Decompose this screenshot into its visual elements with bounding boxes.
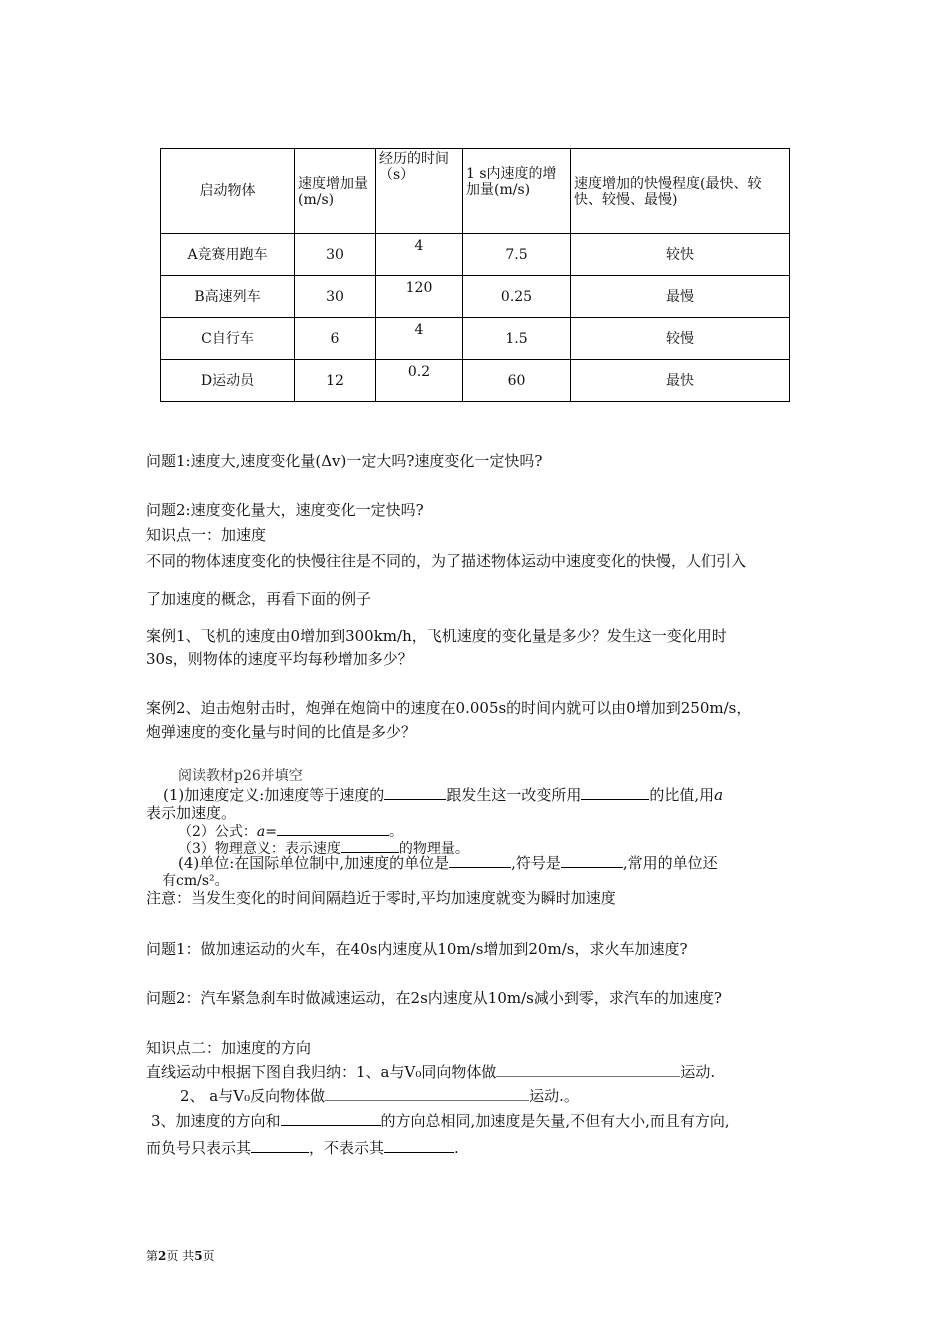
case-1-line-1: 案例1、飞机的速度由0增加到300km/h，飞机速度的变化量是多少？发生这一变化用时 (146, 627, 727, 645)
formula-line: （2）公式：a= 。 (178, 821, 403, 841)
intro-line-2: 了加速度的概念，再看下面的例子 (146, 590, 372, 608)
table-header-cell: 启动物体 (161, 149, 295, 234)
acceleration-symbol: a (714, 786, 724, 804)
direction-1-text-a: 直线运动中根据下图自我归纳：1、a与V₀同向物体做 (146, 1063, 497, 1081)
table-cell: 较快 (571, 234, 790, 276)
question-2: 问题2:速度变化量大，速度变化一定快吗? (146, 501, 424, 519)
blank-direction[interactable] (281, 1111, 381, 1126)
direction-4-text-a: 而负号只表示其 (146, 1139, 252, 1157)
table-cell: D运动员 (161, 360, 295, 402)
unit-text-a: (4)单位:在国际单位制中,加速度的单位是 (178, 854, 450, 872)
table-header-cell: 速度增加的快慢程度(最快、较快、较慢、最慢) (571, 149, 790, 234)
formula-label: （2）公式： (178, 824, 257, 840)
table-cell: 7.5 (463, 234, 571, 276)
problem-2: 问题2：汽车紧急刹车时做减速运动，在2s内速度从10m/s减小到零，求汽车的加速度? (146, 989, 722, 1007)
table-cell: 0.2 (376, 360, 463, 402)
blank-opposite-direction[interactable] (325, 1086, 529, 1101)
direction-4-text-b: ，不表示其 (309, 1139, 385, 1157)
formula-symbol: a= (256, 824, 277, 840)
table-header-cell: 经历的时间（s） (376, 149, 463, 234)
blank-velocity-change[interactable] (384, 785, 446, 800)
blank-meaning[interactable] (341, 838, 399, 853)
direction-line-2 (180, 1086, 579, 1106)
direction-line-1 (146, 1062, 715, 1082)
knowledge-point-2-heading: 知识点二：加速度的方向 (146, 1039, 312, 1057)
table-header-row (161, 149, 790, 234)
intro-line-1: 不同的物体速度变化的快慢往往是不同的，为了描述物体运动中速度变化的快慢，人们引入 (146, 552, 747, 570)
definition-text-a: (1)加速度定义:加速度等于速度的 (163, 786, 385, 804)
table-cell: 1.5 (463, 318, 571, 360)
table-header-cell: 速度增加量(m/s) (295, 149, 376, 234)
table-cell: 30 (295, 234, 376, 276)
table-cell: 最慢 (571, 276, 790, 318)
unit-line-2: 有cm/s²。 (162, 873, 229, 889)
direction-2-text-b: 运动.。 (529, 1087, 579, 1105)
blank-unit[interactable] (449, 853, 511, 868)
note-line: 注意：当发生变化的时间间隔趋近于零时,平均加速度就变为瞬时加速度 (146, 889, 616, 907)
table-cell: 0.25 (463, 276, 571, 318)
blank-magnitude[interactable] (384, 1138, 454, 1153)
direction-1-text-b: 运动. (680, 1063, 716, 1081)
blank-time[interactable] (581, 785, 649, 800)
blank-same-direction[interactable] (496, 1062, 680, 1077)
table-cell: 较慢 (571, 318, 790, 360)
problem-1: 问题1：做加速运动的火车，在40s内速度从10m/s增加到20m/s，求火车加速度? (146, 940, 688, 958)
acceleration-table (160, 148, 790, 402)
table-cell: 最快 (571, 360, 790, 402)
direction-line-4 (146, 1138, 459, 1158)
table-cell: B高速列车 (161, 276, 295, 318)
definition-text-c: 的比值,用 (649, 786, 715, 804)
footer-text: 第 (146, 1249, 159, 1263)
table-cell: 4 (376, 234, 463, 276)
direction-3-text-a: 3、加速度的方向和 (151, 1112, 281, 1130)
table-cell: 60 (463, 360, 571, 402)
question-1: 问题1:速度大,速度变化量(Δv)一定大吗?速度变化一定快吗? (146, 452, 543, 470)
table-cell: 30 (295, 276, 376, 318)
direction-3-text-b: 的方向总相同,加速度是矢量,不但有大小,而且有方向, (380, 1112, 730, 1130)
meaning-text-a: （3）物理意义：表示速度 (178, 841, 341, 857)
blank-symbol[interactable] (561, 853, 623, 868)
reading-instruction: 阅读教材p26并填空 (178, 768, 303, 784)
footer-text: 页 (202, 1249, 215, 1263)
definition-line (163, 785, 723, 805)
table-cell: 6 (295, 318, 376, 360)
table-row (161, 276, 790, 318)
case-2-line-1: 案例2、迫击炮射击时，炮弹在炮筒中的速度在0.005s的时间内就可以由0增加到250m/s， (146, 699, 752, 717)
definition-line-2: 表示加速度。 (146, 804, 237, 822)
definition-text-b: 跟发生这一改变所用 (446, 786, 582, 804)
page-footer (146, 1248, 215, 1264)
direction-4-text-c: . (454, 1139, 459, 1157)
case-1-line-2: 30s，则物体的速度平均每秒增加多少？ (146, 650, 413, 668)
table-row (161, 318, 790, 360)
table-cell: C自行车 (161, 318, 295, 360)
knowledge-point-1-heading: 知识点一：加速度 (146, 526, 267, 544)
table-cell: A竞赛用跑车 (161, 234, 295, 276)
blank-direction-meaning[interactable] (251, 1138, 309, 1153)
table-row (161, 360, 790, 402)
direction-2-text-a: 2、 a与V₀反向物体做 (180, 1087, 326, 1105)
case-2-line-2: 炮弹速度的变化量与时间的比值是多少？ (146, 723, 417, 741)
footer-text: 页 共 (166, 1249, 195, 1263)
unit-line (178, 853, 718, 873)
table-row (161, 234, 790, 276)
table-cell: 4 (376, 318, 463, 360)
total-page-number: 5 (194, 1249, 203, 1263)
blank-formula[interactable] (277, 821, 389, 836)
unit-text-c: ,常用的单位还 (622, 854, 718, 872)
table-cell: 12 (295, 360, 376, 402)
direction-line-3 (151, 1111, 730, 1131)
table-cell: 120 (376, 276, 463, 318)
table-header-cell: 1 s内速度的增加量(m/s) (463, 149, 571, 234)
current-page-number: 2 (158, 1249, 167, 1263)
meaning-text-b: 的物理量。 (398, 841, 469, 857)
unit-text-b: ,符号是 (511, 854, 561, 872)
